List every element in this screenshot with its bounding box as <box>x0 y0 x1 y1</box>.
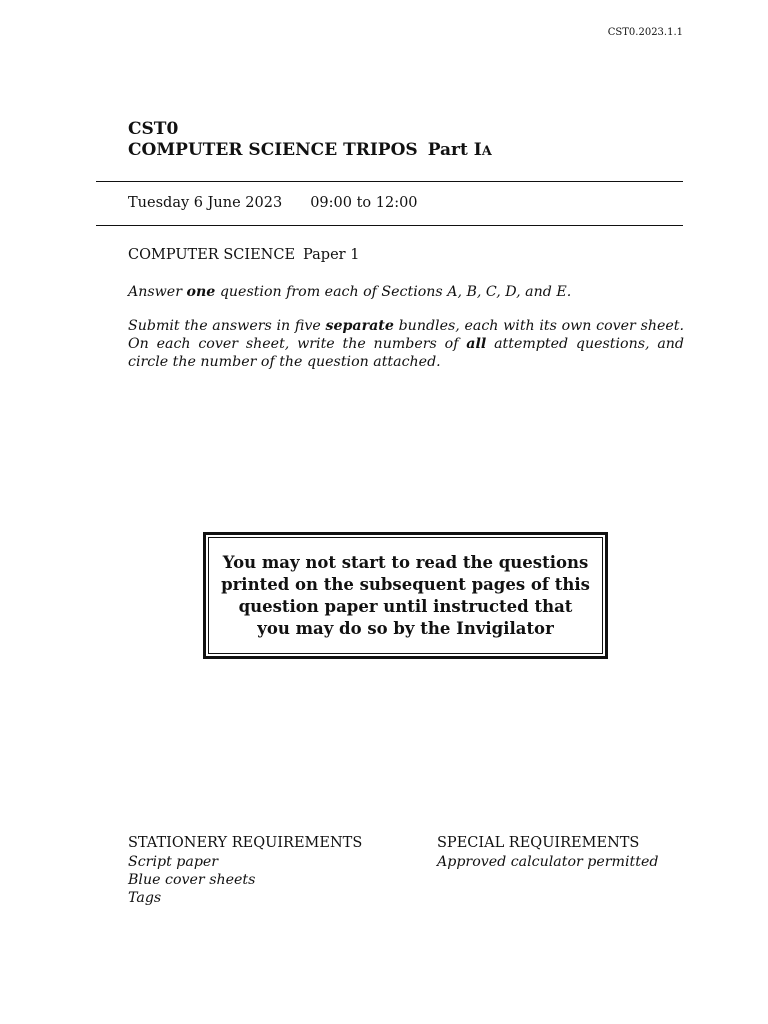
list-item: Blue cover sheets <box>128 872 256 888</box>
notice-box <box>203 532 608 659</box>
instruction-text: Answer <box>128 284 187 300</box>
exam-date: Tuesday 6 June 2023 <box>128 195 283 211</box>
bottom-rule <box>96 225 683 226</box>
paper-title <box>128 247 359 263</box>
instruction-submit <box>128 317 684 371</box>
notice-box-inner <box>208 537 603 654</box>
top-rule <box>96 181 683 182</box>
instruction-text: bundles, each with its own cover sheet. On each cover sheet, write the numbers of <box>128 318 684 352</box>
course-code: CST0 <box>128 119 179 139</box>
exam-name: COMPUTER SCIENCE TRIPOS <box>128 140 418 160</box>
list-item: Tags <box>128 890 162 906</box>
part-suffix: A <box>481 144 492 159</box>
exam-time: 09:00 to 12:00 <box>310 195 418 211</box>
instruction-answer <box>128 283 684 301</box>
list-item: Script paper <box>128 854 219 870</box>
part-label: Part I <box>427 140 482 160</box>
paper-number: Paper 1 <box>303 247 360 263</box>
instruction-text: Submit the answers in five <box>128 318 326 334</box>
list-item: Approved calculator permitted <box>437 854 659 870</box>
stationery-heading: STATIONERY REQUIREMENTS <box>128 835 363 851</box>
instruction-emphasis: separate <box>325 318 394 334</box>
page-code: CST0.2023.1.1 <box>607 27 683 38</box>
exam-title <box>128 140 492 160</box>
paper-subject: COMPUTER SCIENCE <box>128 247 296 263</box>
instruction-emphasis: one <box>186 284 216 300</box>
exam-schedule <box>128 195 418 211</box>
special-heading: SPECIAL REQUIREMENTS <box>437 835 640 851</box>
instruction-text: attempted questions, and circle the number of the question attached. <box>128 336 684 370</box>
stationery-list <box>128 853 255 907</box>
special-list <box>437 853 658 871</box>
notice-text: You may not start to read the questions printed on the subsequent pages of this question paper until instructed that you may do so by the Invigilator <box>221 552 590 638</box>
instruction-text: question from each of Sections A, B, C, D, and E. <box>215 284 572 300</box>
instruction-emphasis: all <box>466 336 487 352</box>
